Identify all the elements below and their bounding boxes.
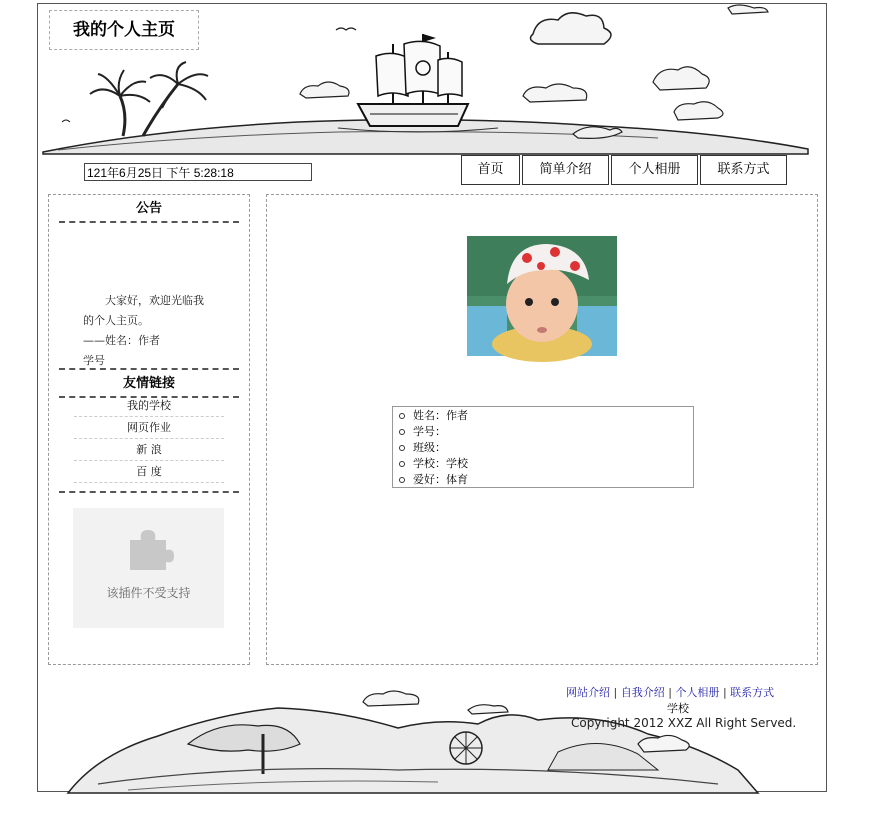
notice-marquee	[83, 291, 221, 367]
info-hobby: 爱好：体育	[413, 472, 693, 488]
footer-nav	[566, 684, 774, 700]
footer-link-self-intro[interactable]: 自我介绍	[620, 686, 665, 699]
main-nav	[461, 155, 787, 185]
notice-line: ——姓名：作者	[83, 334, 160, 347]
link-web-homework[interactable]: 网页作业	[74, 417, 224, 439]
footer-school: 学校	[667, 702, 689, 715]
notice-line: 的个人主页。	[83, 314, 149, 327]
nav-contact[interactable]: 联系方式	[700, 155, 787, 185]
friend-links	[74, 395, 224, 483]
site-title: 我的个人主页	[49, 10, 199, 50]
info-class: 班级：	[413, 440, 693, 456]
plugin-message: 该插件不受支持	[106, 586, 191, 600]
notice-line: 大家好，欢迎光临我	[105, 294, 204, 307]
page-container	[37, 3, 827, 792]
nav-album[interactable]: 个人相册	[611, 155, 698, 185]
footer-separator: |	[722, 686, 727, 699]
info-student-id: 学号：	[413, 424, 693, 440]
datetime-display[interactable]	[84, 163, 312, 181]
main-content	[266, 194, 818, 665]
sidebar	[48, 194, 250, 665]
divider	[59, 221, 239, 223]
link-my-school[interactable]: 我的学校	[74, 395, 224, 417]
copyright: Copyright 2012 XXZ All Right Served.	[571, 716, 797, 730]
profile-photo	[467, 236, 617, 356]
nav-intro[interactable]: 简单介绍	[522, 155, 609, 185]
footer-link-album[interactable]: 个人相册	[675, 686, 720, 699]
footer	[38, 674, 828, 793]
links-heading: 友情链接	[122, 376, 175, 391]
notice-heading: 公告	[135, 201, 162, 216]
info-name: 姓名：作者	[413, 408, 693, 424]
footer-link-contact[interactable]: 联系方式	[730, 686, 775, 699]
footer-link-site-intro[interactable]: 网站介绍	[566, 686, 610, 699]
plugin-placeholder	[73, 508, 224, 628]
footer-separator: |	[613, 686, 618, 699]
link-baidu[interactable]: 百 度	[74, 461, 224, 483]
header-banner	[38, 4, 828, 154]
divider	[59, 491, 239, 493]
puzzle-icon	[126, 526, 172, 572]
link-sina[interactable]: 新 浪	[74, 439, 224, 461]
notice-line: 学号	[83, 354, 105, 367]
nav-home[interactable]: 首页	[461, 155, 520, 185]
profile-info-list	[413, 408, 693, 488]
footer-separator: |	[668, 686, 672, 699]
divider	[59, 368, 239, 370]
profile-info-box	[392, 406, 694, 488]
info-school: 学校：学校	[413, 456, 693, 472]
